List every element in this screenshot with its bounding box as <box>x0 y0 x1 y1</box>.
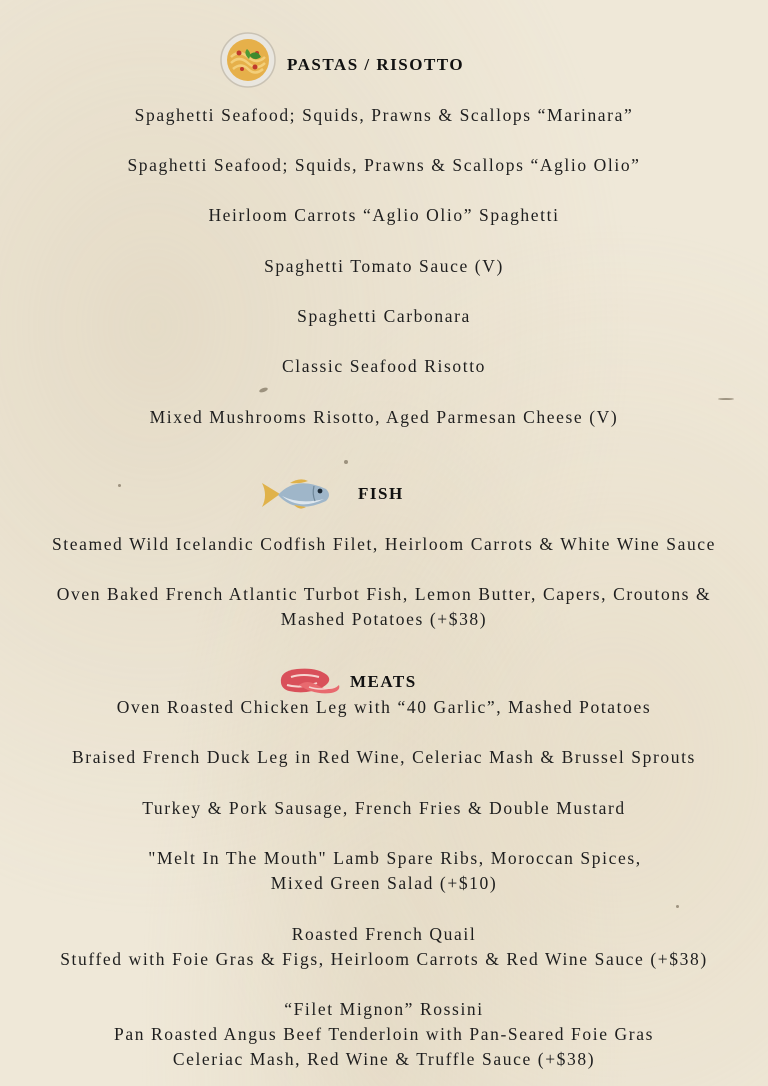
paper-speck <box>718 398 734 400</box>
menu-item: "Melt In The Mouth" Lamb Spare Ribs, Moroccan Spices, <box>148 848 642 868</box>
menu-item: Oven Roasted Chicken Leg with “40 Garlic”, Mashed Potatoes <box>116 697 652 717</box>
menu-item-continued: Mixed Green Salad (+$10) <box>270 873 498 893</box>
section-heading-fish: FISH <box>358 484 404 503</box>
pasta-bowl-icon <box>219 31 277 89</box>
paper-speck <box>676 905 679 908</box>
fish-icon <box>260 475 334 515</box>
paper-speck <box>344 460 348 464</box>
menu-item: Roasted French Quail <box>291 924 477 944</box>
menu-item: Mixed Mushrooms Risotto, Aged Parmesan Cheese (V) <box>149 407 619 427</box>
section-heading-meats: MEATS <box>350 672 417 691</box>
paper-speck <box>118 484 121 487</box>
section-heading-pastas: PASTAS / RISOTTO <box>287 55 465 74</box>
menu-item: Braised French Duck Leg in Red Wine, Celeriac Mash & Brussel Sprouts <box>72 747 696 767</box>
menu-item-continued: Stuffed with Foie Gras & Figs, Heirloom Carrots & Red Wine Sauce (+$38) <box>60 949 708 969</box>
menu-item: Spaghetti Carbonara <box>297 306 471 326</box>
menu-item: “Filet Mignon” Rossini <box>284 999 484 1019</box>
paper-speck <box>259 387 269 394</box>
menu-item: Turkey & Pork Sausage, French Fries & Double Mustard <box>142 798 626 818</box>
menu-item: Oven Baked French Atlantic Turbot Fish, Lemon Butter, Capers, Croutons & <box>56 584 712 604</box>
menu-item: Spaghetti Tomato Sauce (V) <box>264 256 504 276</box>
menu-item-continued: Celeriac Mash, Red Wine & Truffle Sauce (+$38) <box>172 1049 596 1069</box>
menu-item: Steamed Wild Icelandic Codfish Filet, Heirloom Carrots & White Wine Sauce <box>51 534 717 554</box>
menu-item-continued: Pan Roasted Angus Beef Tenderloin with Pan-Seared Foie Gras <box>114 1024 654 1044</box>
menu-item-continued: Mashed Potatoes (+$38) <box>280 609 488 629</box>
menu-item: Heirloom Carrots “Aglio Olio” Spaghetti <box>208 205 560 225</box>
menu-item: Spaghetti Seafood; Squids, Prawns & Scallops “Marinara” <box>134 105 634 125</box>
menu-item: Spaghetti Seafood; Squids, Prawns & Scallops “Aglio Olio” <box>127 155 641 175</box>
steak-icon <box>277 665 343 695</box>
menu-item: Classic Seafood Risotto <box>281 356 486 376</box>
